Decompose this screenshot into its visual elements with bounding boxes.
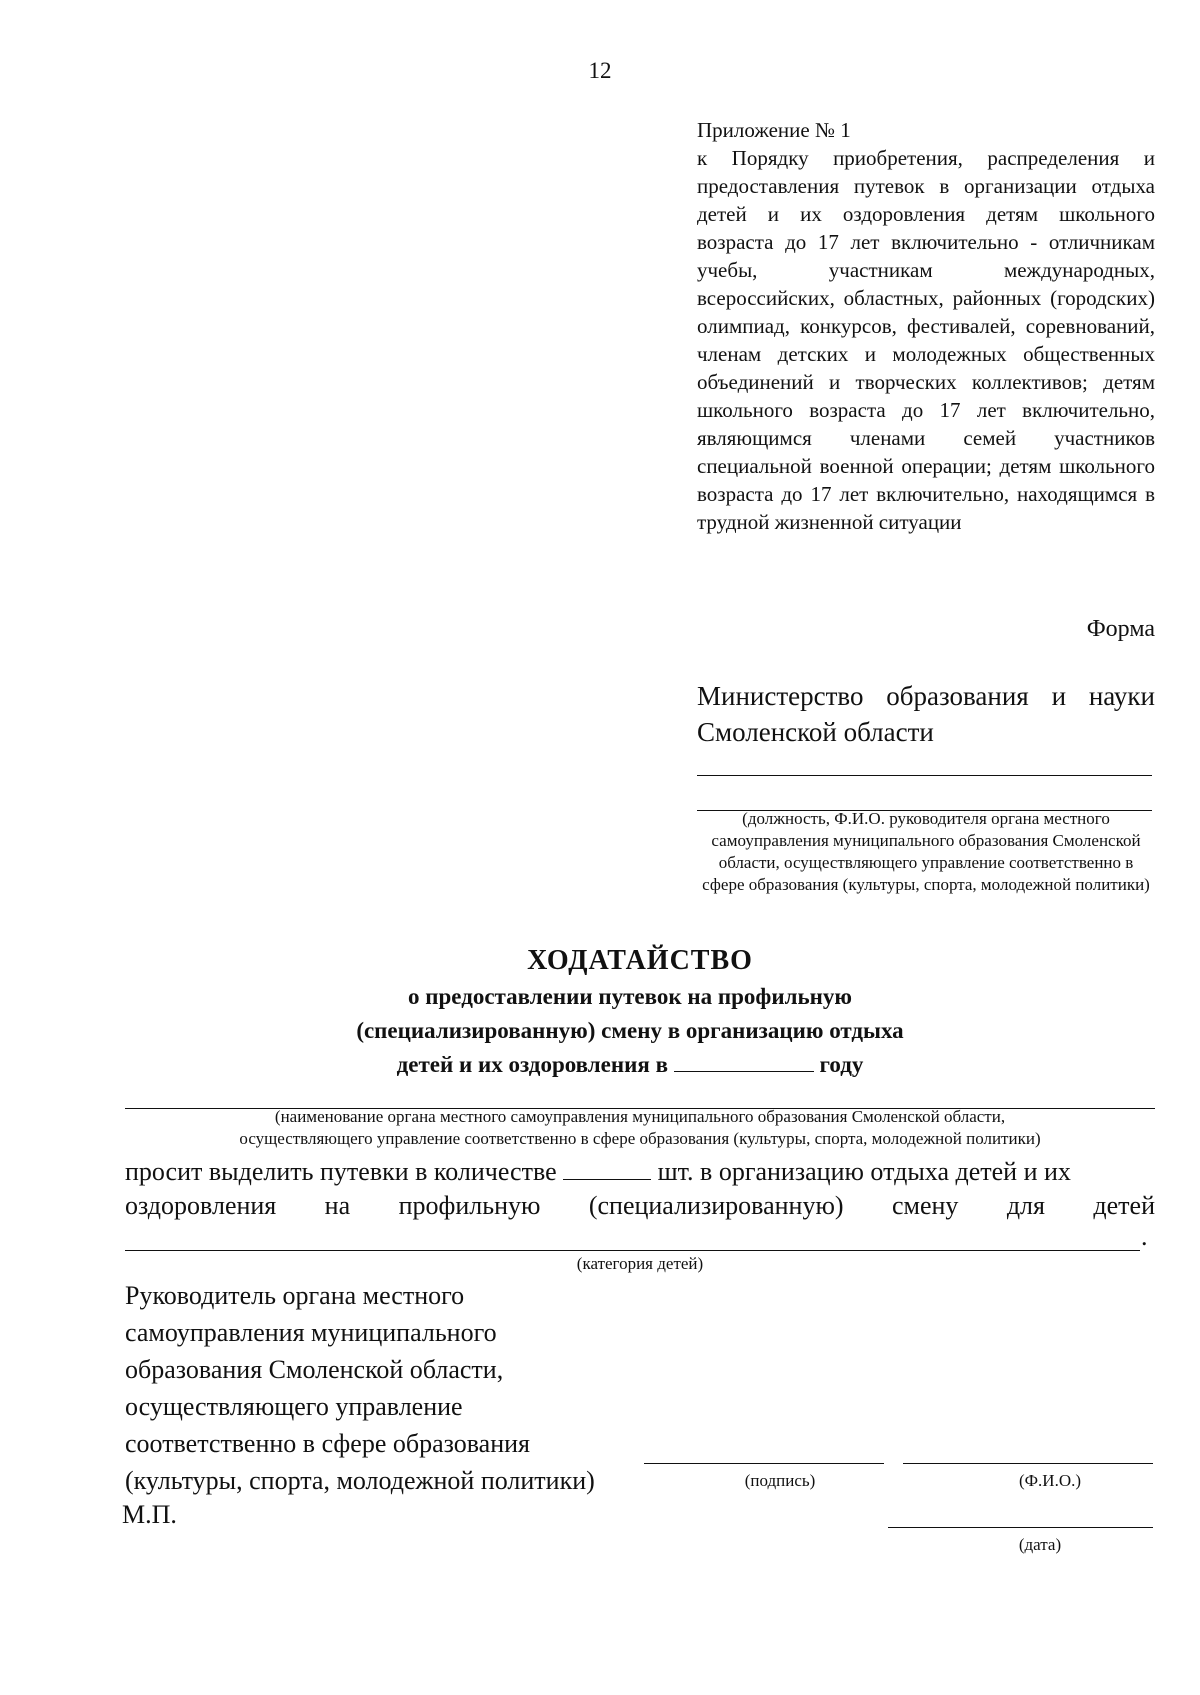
subtitle-line-3 <box>260 1048 1000 1082</box>
signer-line: (культуры, спорта, молодежной политики) <box>125 1466 595 1495</box>
signer-block <box>125 1277 685 1499</box>
category-blank-line[interactable] <box>125 1250 1140 1251</box>
subtitle-line-1: о предоставлении путевок на профильную <box>408 984 852 1009</box>
addressee-line-2: Смоленской области <box>697 717 934 747</box>
document-subtitle <box>260 980 1000 1082</box>
name-blank-line[interactable] <box>903 1463 1153 1464</box>
date-caption: (дата) <box>1018 1535 1062 1554</box>
request-text <box>125 1155 1155 1223</box>
addressee-line-1: Министерство образования и науки <box>697 681 1155 711</box>
signer-line: Руководитель органа местного <box>125 1281 465 1310</box>
request-line-1 <box>125 1155 1155 1189</box>
category-caption: (категория детей) <box>576 1254 704 1273</box>
signature-blank-line[interactable] <box>644 1463 884 1464</box>
subtitle-year-prefix: детей и их оздоровления в <box>396 1052 669 1077</box>
org-caption-line-2: осуществляющего управление соответственно в сфере образования (культуры, спорта, молодежной политики) <box>239 1129 1041 1148</box>
signature-caption: (подпись) <box>744 1471 816 1490</box>
category-period: . <box>1141 1222 1148 1251</box>
subtitle-year-suffix: году <box>819 1052 864 1077</box>
request-prefix: просит выделить путевки в количестве <box>125 1157 557 1186</box>
addressee-blank-line-1[interactable] <box>697 775 1152 776</box>
form-label: Форма <box>1086 616 1155 642</box>
signer-line: соответственно в сфере образования <box>125 1429 531 1458</box>
year-blank[interactable] <box>674 1071 814 1072</box>
signer-line: осуществляющего управление <box>125 1392 463 1421</box>
org-caption <box>125 1106 1155 1150</box>
stamp-label: М.П. <box>122 1500 177 1529</box>
addressee-caption: (должность, Ф.И.О. руководителя органа местного самоуправления муниципального образования Смоленской области, осуществляющего управление соответственно в сфере образования (культуры, спорта, молодежной политики) <box>702 809 1150 894</box>
annex-heading: Приложение № 1 <box>697 118 851 142</box>
request-line-2: оздоровления на профильную (специализированную) смену для детей <box>125 1191 1155 1220</box>
signer-line: образования Смоленской области, <box>125 1355 504 1384</box>
quantity-blank[interactable] <box>563 1179 651 1180</box>
annex-block <box>697 116 1155 536</box>
org-caption-line-1: (наименование органа местного самоуправления муниципального образования Смоленской области, <box>274 1107 1006 1126</box>
document-title: ХОДАТАЙСТВО <box>527 945 753 976</box>
request-suffix: шт. в организацию отдыха детей и их <box>657 1157 1071 1186</box>
page-number: 12 <box>588 58 612 83</box>
subtitle-line-2: (специализированную) смену в организацию отдыха <box>356 1018 904 1043</box>
addressee <box>697 678 1155 750</box>
signer-line: самоуправления муниципального <box>125 1318 497 1347</box>
name-caption: (Ф.И.О.) <box>1018 1471 1082 1490</box>
annex-text: к Порядку приобретения, распределения и предоставления путевок в организации отдыха детей и их оздоровления детям школьного возраста до 17 лет включительно - отличникам учебы, участникам международных, всероссийских, областных, районных (городских) олимпиад, конкурсов, фестивалей, соревнований, членам детских и молодежных общественных объединений и творческих коллективов; детям школьного возраста до 17 лет включительно, являющимся членами семей участников специальной военной операции; детям школьного возраста до 17 лет включительно, находящимся в трудной жизненной ситуации <box>697 146 1155 534</box>
date-blank-line[interactable] <box>888 1527 1153 1528</box>
